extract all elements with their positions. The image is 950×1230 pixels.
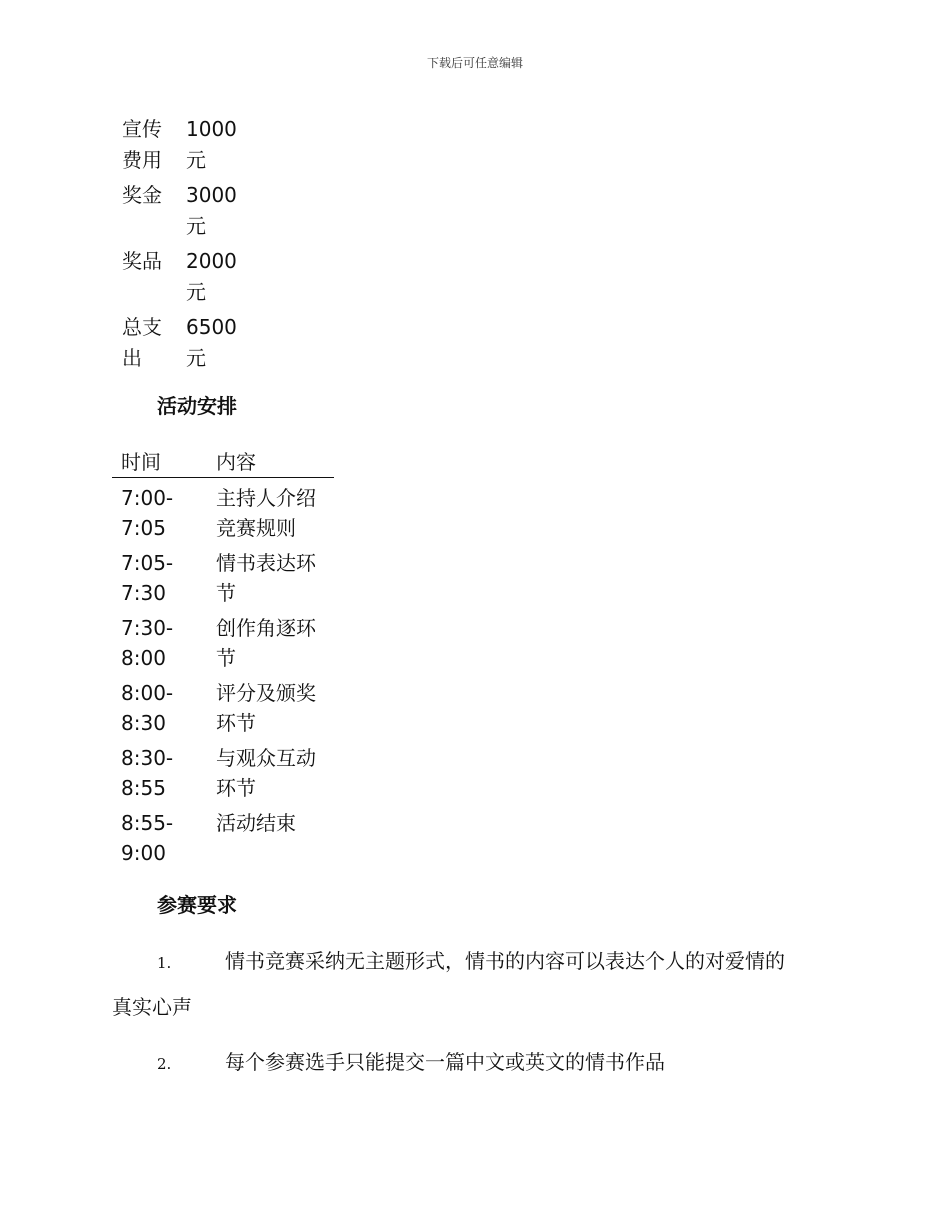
- requirement-number: 2.: [157, 1055, 172, 1073]
- schedule-content: 与观众互动 环节: [216, 746, 316, 800]
- budget-amount: 2000 元: [186, 249, 237, 304]
- schedule-header-time: 时间: [121, 450, 161, 474]
- schedule-content: 情书表达环 节: [216, 551, 316, 605]
- schedule-content: 创作角逐环 节: [216, 616, 316, 670]
- budget-row: [122, 180, 246, 242]
- table-row: [112, 743, 334, 803]
- table-row: [112, 613, 334, 673]
- budget-row: [122, 246, 246, 308]
- schedule-time: 7:05- 7:30: [121, 551, 174, 605]
- budget-row: [122, 312, 246, 374]
- table-row: [112, 548, 334, 608]
- budget-label: 奖金: [122, 183, 162, 207]
- schedule-table: [112, 447, 334, 868]
- table-row: [112, 678, 334, 738]
- requirements-title: 参赛要求: [157, 893, 237, 917]
- requirement-item: [112, 939, 852, 1029]
- budget-amount: 3000 元: [186, 183, 237, 238]
- budget-amount: 1000 元: [186, 117, 237, 172]
- budget-label: 奖品: [122, 249, 162, 273]
- budget-row: [122, 114, 246, 176]
- table-row: [112, 808, 334, 868]
- budget-amount: 6500 元: [186, 315, 237, 370]
- requirement-item: [112, 1040, 852, 1086]
- schedule-time: 7:00- 7:05: [121, 486, 174, 540]
- budget-label: 总支 出: [122, 315, 162, 370]
- requirement-text-continued: 真实心声: [112, 995, 192, 1019]
- schedule-time: 8:55- 9:00: [121, 811, 174, 865]
- budget-table: [122, 114, 246, 378]
- requirement-number: 1.: [157, 954, 172, 972]
- table-row: [112, 483, 334, 543]
- schedule-time: 7:30- 8:00: [121, 616, 174, 670]
- budget-label: 宣传 费用: [122, 117, 162, 172]
- schedule-header-row: [112, 447, 334, 478]
- requirement-text: 情书竞赛采纳无主题形式，情书的内容可以表达个人的对爱情的: [225, 949, 785, 973]
- schedule-time: 8:30- 8:55: [121, 746, 174, 800]
- schedule-content: 评分及颁奖 环节: [216, 681, 316, 735]
- schedule-content: 主持人介绍 竞赛规则: [216, 486, 316, 540]
- page-header: 下载后可任意编辑: [426, 56, 523, 70]
- schedule-content: 活动结束: [216, 811, 296, 835]
- schedule-header-content: 内容: [216, 450, 256, 474]
- schedule-time: 8:00- 8:30: [121, 681, 174, 735]
- schedule-title: 活动安排: [157, 394, 237, 418]
- requirement-text: 每个参赛选手只能提交一篇中文或英文的情书作品: [225, 1050, 665, 1074]
